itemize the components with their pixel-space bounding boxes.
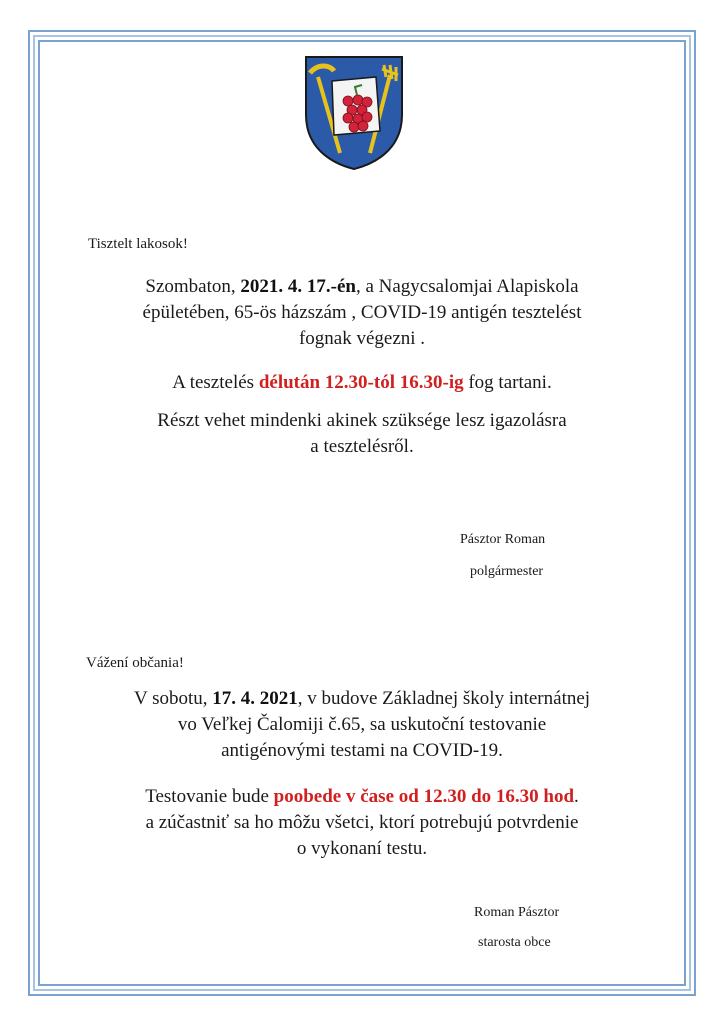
greeting-sk: Vážení občania! xyxy=(86,655,184,671)
paragraph-hu-1-line2: épületében, 65-ös házszám , COVID-19 antigén tesztelést xyxy=(142,302,582,323)
paragraph-hu-1-line1 xyxy=(62,274,662,300)
paragraph-hu-2 xyxy=(62,370,662,396)
paragraph-sk-2-line1 xyxy=(62,784,662,810)
greeting-hu: Tisztelt lakosok! xyxy=(88,236,188,252)
paragraph-sk-1-line3: antigénovými testami na COVID-19. xyxy=(221,740,503,761)
paragraph-sk-3-line2: o vykonaní testu. xyxy=(296,838,428,859)
signature-title-sk: starosta obce xyxy=(478,935,551,950)
text-span: A tesztelés xyxy=(172,372,259,393)
paragraph-sk-3-line1: a zúčastniť sa ho môžu všetci, ktorí potrebujú potvrdenie xyxy=(145,812,579,833)
date-hu: 2021. 4. 17.-én xyxy=(240,276,356,297)
time-hu: délután 12.30-tól 16.30-ig xyxy=(258,372,464,393)
paragraph-sk-1-line1 xyxy=(62,686,662,712)
paragraph-hu-1-line3: fognak végezni . xyxy=(298,328,426,349)
paragraph-hu-3-line2: a tesztelésről. xyxy=(310,436,414,457)
paragraph-hu-1 xyxy=(62,274,662,352)
text-span: . xyxy=(574,786,579,807)
text-span: , v budove Základnej školy internátnej xyxy=(297,688,591,709)
text-span: Testovanie bude xyxy=(145,786,274,807)
paragraph-hu-3-line1: Részt vehet mindenki akinek szüksége lesz igazolásra xyxy=(157,410,567,431)
text-span: fog tartani. xyxy=(463,372,552,393)
paragraph-sk-2 xyxy=(62,784,662,862)
text-span: V sobotu, xyxy=(133,688,213,709)
coat-of-arms-icon xyxy=(304,55,404,171)
signature-title-hu: polgármester xyxy=(470,564,544,579)
paragraph-hu-3 xyxy=(62,408,662,460)
text-span: Szombaton, xyxy=(145,276,241,297)
signature-name-hu: Pásztor Roman xyxy=(460,532,546,547)
time-sk: poobede v čase od 12.30 do 16.30 hod xyxy=(273,786,575,807)
signature-name-sk: Roman Pásztor xyxy=(474,905,560,920)
text-span: , a Nagycsalomjai Alapiskola xyxy=(355,276,579,297)
paragraph-sk-1 xyxy=(62,686,662,764)
date-sk: 17. 4. 2021 xyxy=(212,688,298,709)
paragraph-sk-1-line2: vo Veľkej Čalomiji č.65, sa uskutoční testovanie xyxy=(177,714,547,735)
